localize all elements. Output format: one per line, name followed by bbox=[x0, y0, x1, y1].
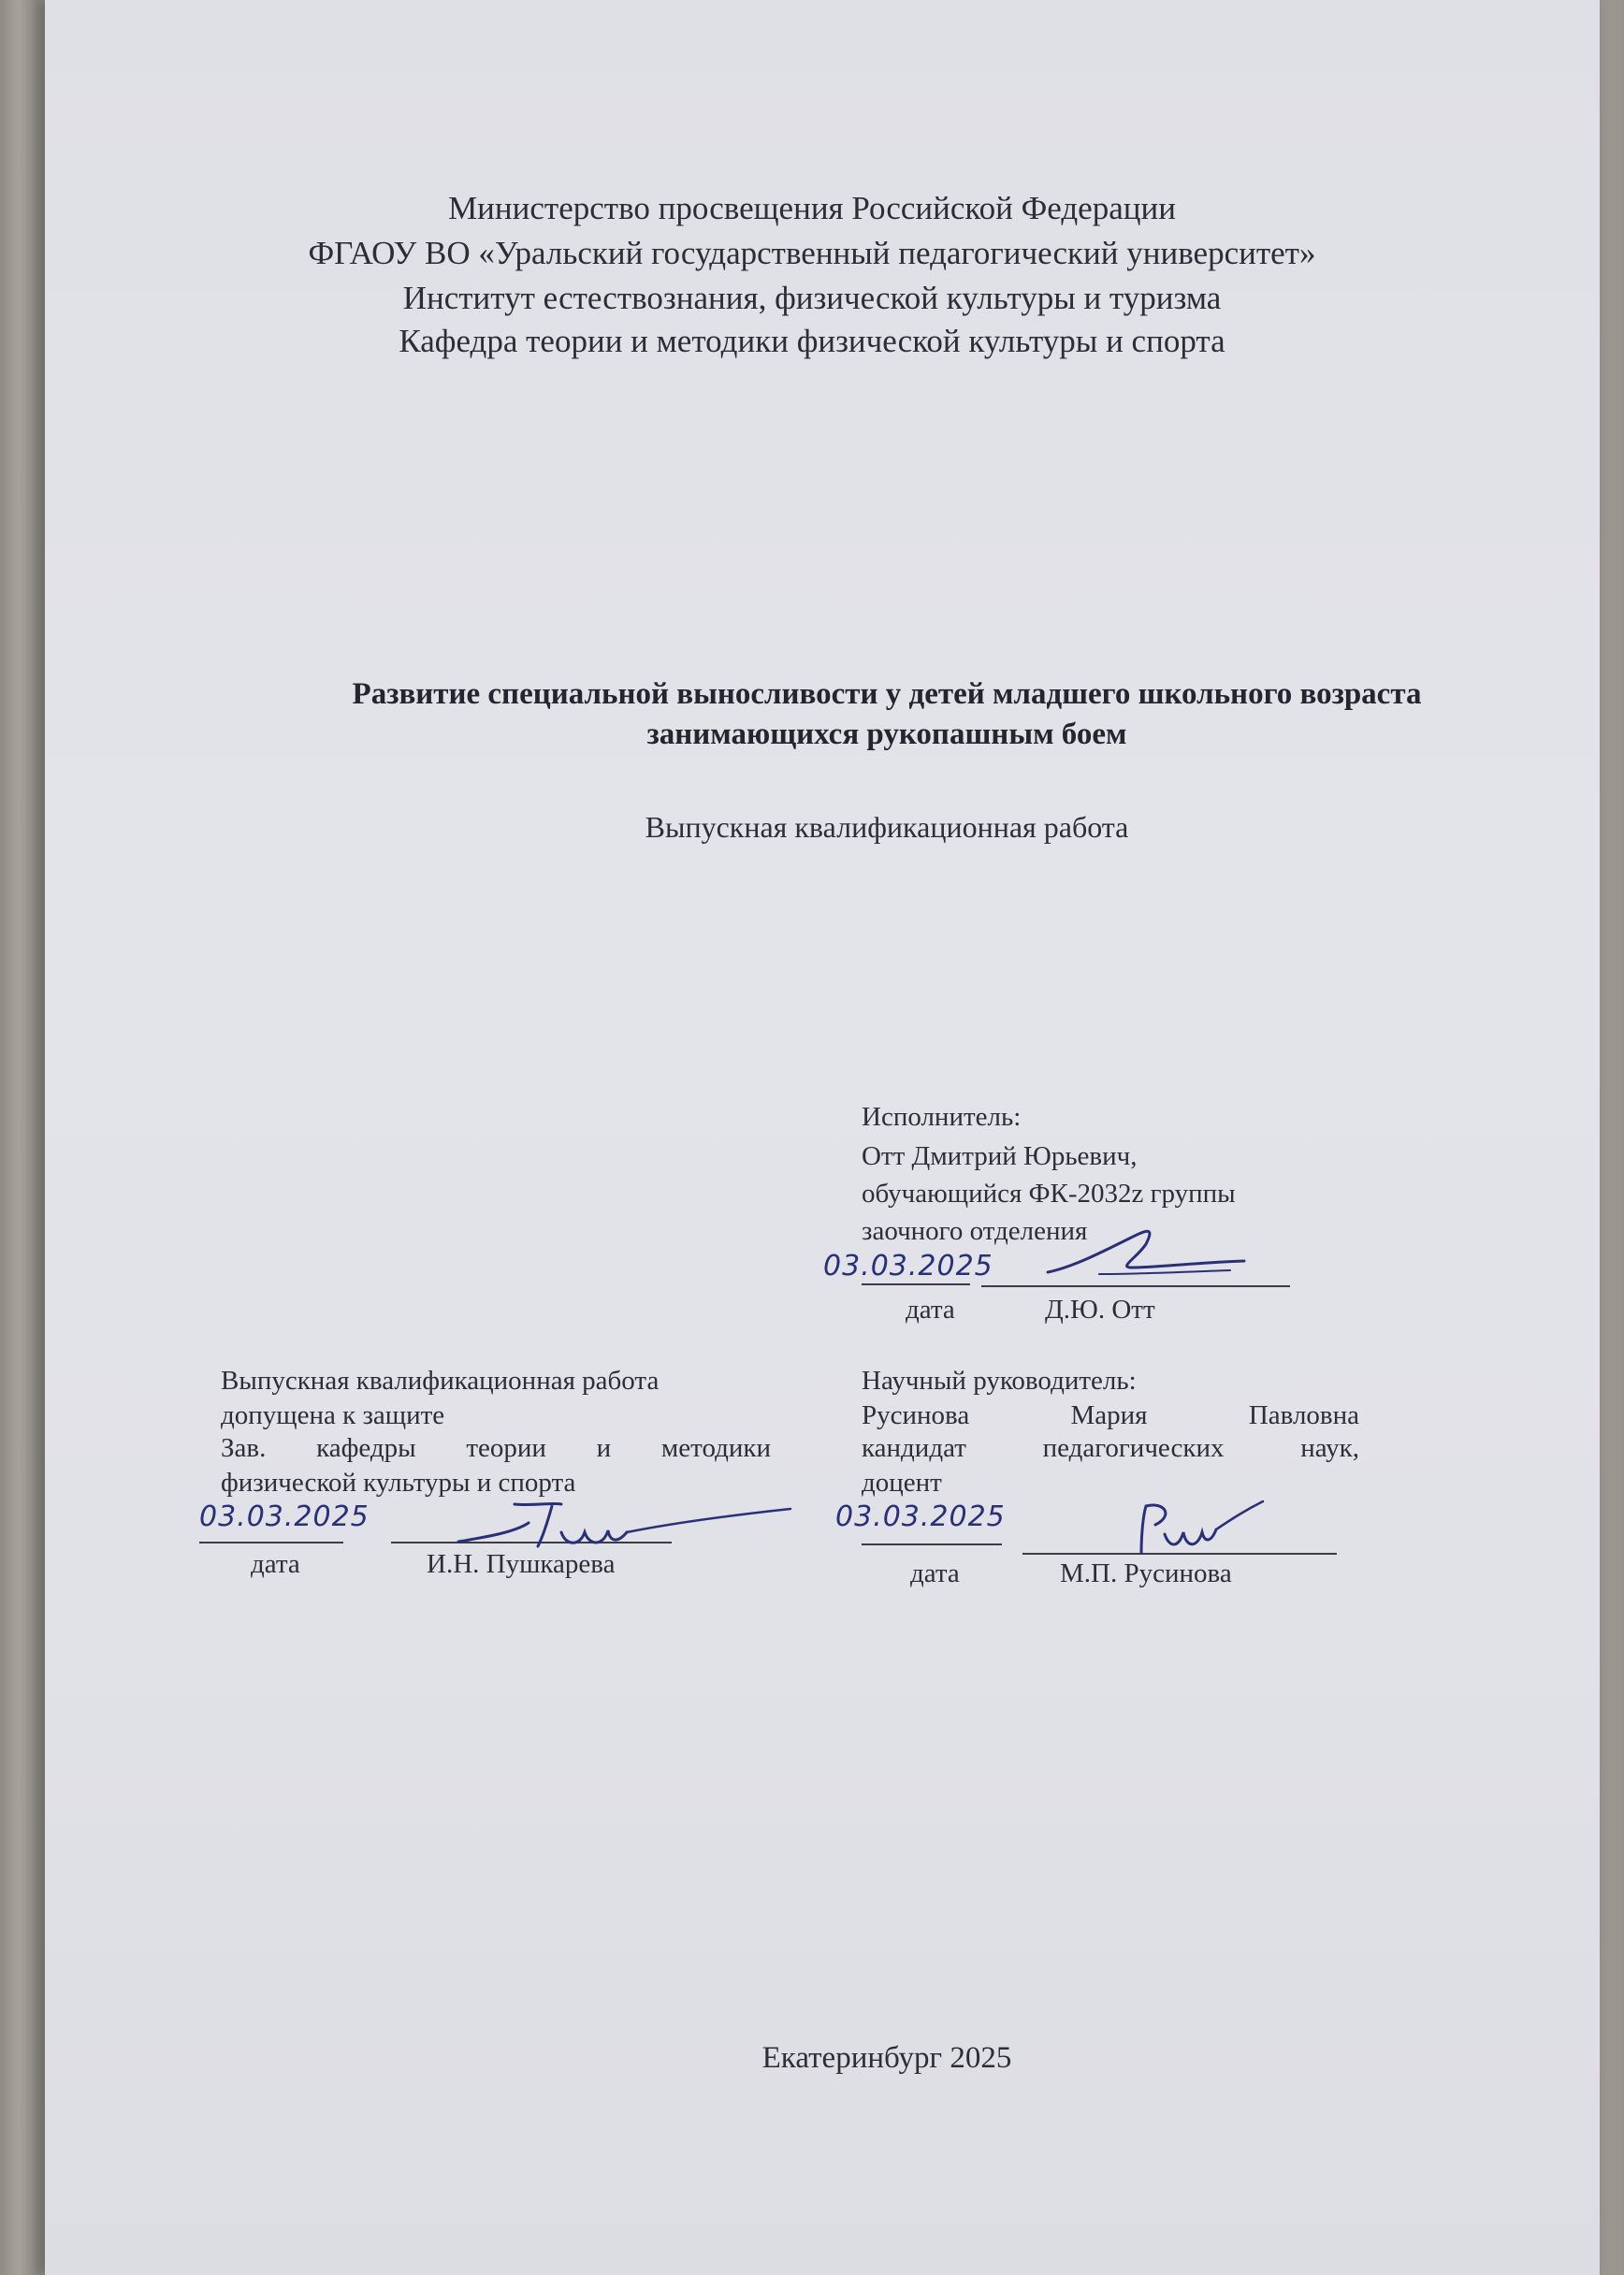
admission-line-4: физической культуры и спорта bbox=[221, 1468, 576, 1498]
executor-label: Исполнитель: bbox=[862, 1102, 1022, 1132]
executor-name: Отт Дмитрий Юрьевич, bbox=[862, 1141, 1138, 1171]
header-institute: Институт естествознания, физической культуры и туризма bbox=[402, 280, 1222, 316]
supervisor-signature-mark bbox=[1123, 1497, 1272, 1562]
thesis-title-line-1: Развитие специальной выносливости у детей младшего школьного возраста bbox=[352, 677, 1422, 711]
executor-date-caption: дата bbox=[906, 1295, 955, 1325]
supervisor-date-caption: дата bbox=[910, 1558, 960, 1588]
admission-line-1: Выпускная квалификационная работа bbox=[221, 1366, 660, 1396]
admission-date-handwritten: 03.03.2025 bbox=[199, 1500, 370, 1533]
thesis-title-line-2: занимающихся рукопашным боем bbox=[646, 717, 1127, 751]
admission-line-3: Зав. кафедры теории и методики bbox=[221, 1433, 771, 1463]
executor-date-line bbox=[862, 1283, 970, 1285]
supervisor-label: Научный руководитель: bbox=[862, 1366, 1137, 1396]
header-ministry: Министерство просвещения Российской Федерации bbox=[448, 190, 1176, 226]
supervisor-date-handwritten: 03.03.2025 bbox=[835, 1500, 1006, 1533]
supervisor-name: Русинова Мария Павловна bbox=[862, 1400, 1359, 1430]
header-university: ФГАОУ ВО «Уральский государственный педагогический университет» bbox=[308, 235, 1316, 271]
supervisor-title: доцент bbox=[862, 1468, 942, 1498]
admission-date-caption: дата bbox=[251, 1549, 300, 1579]
executor-signature-mark bbox=[1043, 1216, 1249, 1291]
supervisor-date-line bbox=[862, 1543, 1002, 1545]
admission-signature-caption: И.Н. Пушкарева bbox=[427, 1549, 616, 1579]
supervisor-signature-caption: М.П. Русинова bbox=[1060, 1558, 1232, 1588]
thesis-type: Выпускная квалификационная работа bbox=[645, 810, 1129, 844]
city-year: Екатеринбург 2025 bbox=[761, 2041, 1012, 2075]
executor-date-handwritten: 03.03.2025 bbox=[823, 1250, 993, 1282]
executor-group: обучающийся ФК-2032z группы bbox=[862, 1179, 1236, 1209]
executor-signature-caption: Д.Ю. Отт bbox=[1045, 1295, 1155, 1325]
header-department: Кафедра теории и методики физической культуры и спорта bbox=[399, 323, 1225, 359]
supervisor-degree: кандидат педагогических наук, bbox=[862, 1433, 1359, 1463]
admission-date-line bbox=[199, 1542, 343, 1543]
executor-dept: заочного отделения bbox=[862, 1216, 1088, 1246]
admission-line-2: допущена к защите bbox=[221, 1400, 445, 1430]
